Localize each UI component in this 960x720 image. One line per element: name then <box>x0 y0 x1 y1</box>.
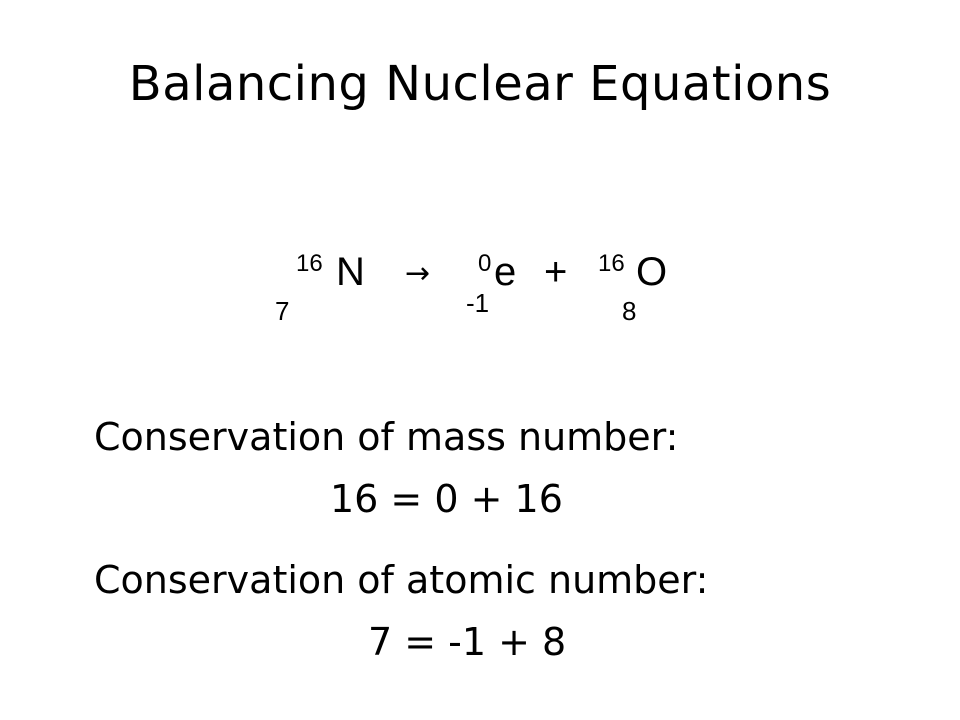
product2-atomic-number: 8 <box>622 296 637 326</box>
atomic-number-equation: 7 = -1 + 8 <box>368 620 567 664</box>
reactant-symbol: N <box>336 250 365 294</box>
product1-atomic-number: -1 <box>466 288 490 318</box>
product1-symbol: e <box>494 250 517 294</box>
product2-symbol: O <box>636 250 668 294</box>
reaction-arrow-icon: → <box>405 256 431 291</box>
slide-title: Balancing Nuclear Equations <box>128 56 832 112</box>
atomic-number-heading: Conservation of atomic number: <box>94 558 709 602</box>
plus-sign: + <box>544 250 568 294</box>
product2-mass-number: 16 <box>598 250 625 277</box>
product1-mass-number: 0 <box>478 250 492 277</box>
reactant-mass-number: 16 <box>296 250 323 277</box>
mass-number-equation: 16 = 0 + 16 <box>330 477 563 521</box>
reactant-atomic-number: 7 <box>275 296 290 326</box>
mass-number-heading: Conservation of mass number: <box>94 415 679 459</box>
